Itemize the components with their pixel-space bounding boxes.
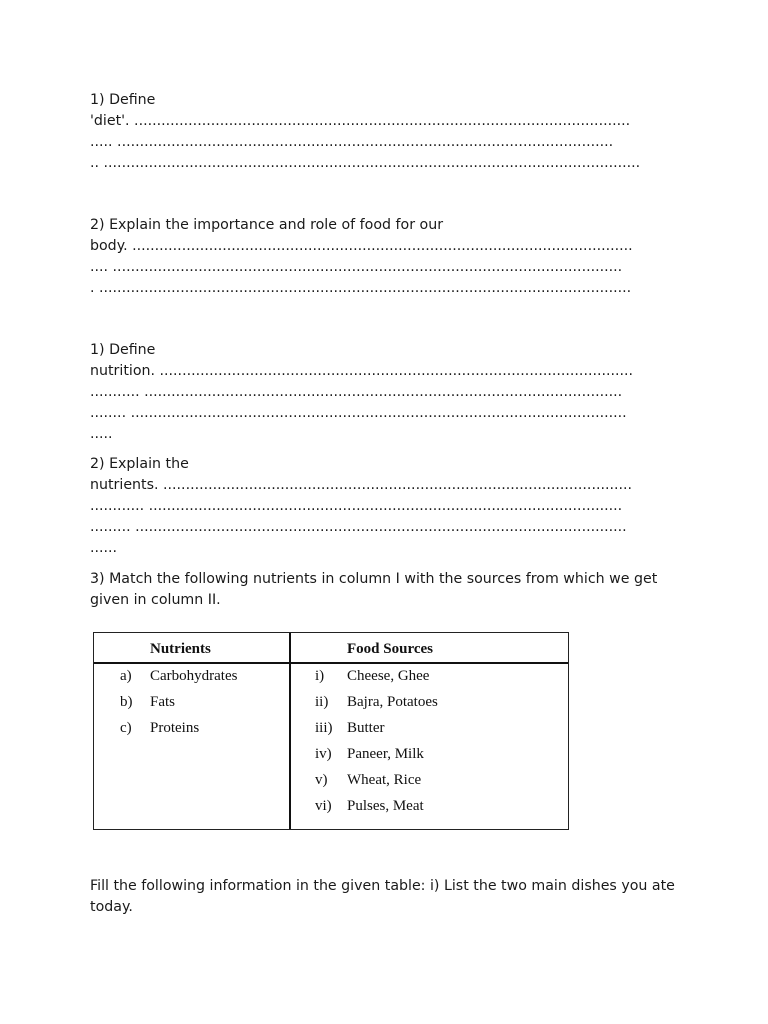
header-food-sources: Food Sources	[347, 641, 433, 657]
answer-line: .....	[90, 426, 113, 442]
source-item: Paneer, Milk	[347, 746, 424, 762]
answer-line: ..... ..............................................................................................................	[90, 134, 614, 150]
answer-line: ......	[90, 540, 118, 556]
question-prompt: 2) Explain the	[90, 456, 189, 472]
header-divider	[94, 662, 568, 664]
question-match-nutrients	[90, 569, 676, 611]
question-explain-nutrients	[90, 454, 676, 559]
question-prompt: 2) Explain the importance and role of food for our	[90, 217, 444, 233]
question-define-nutrition	[90, 340, 676, 445]
source-label: ii)	[315, 694, 329, 710]
answer-line: 'diet'. ..............................................................................................................	[90, 113, 631, 129]
answer-line: nutrition. .........................................................................................................	[90, 363, 634, 379]
source-item: Wheat, Rice	[347, 772, 422, 788]
header-nutrients: Nutrients	[150, 641, 211, 657]
source-item: Bajra, Potatoes	[347, 694, 438, 710]
source-item: Butter	[347, 720, 385, 736]
nutrient-item: Carbohydrates	[150, 668, 238, 684]
question-define-diet	[90, 90, 676, 174]
answer-line: .. .......................................................................................................................	[90, 155, 641, 171]
source-label: iii)	[315, 720, 333, 736]
question-prompt: Fill the following information in the given table: i) List the two main dishes you ate today.	[90, 878, 675, 915]
source-label: iv)	[315, 746, 332, 762]
question-prompt: 1) Define	[90, 92, 156, 108]
nutrient-item: Fats	[150, 694, 176, 710]
source-label: vi)	[315, 798, 332, 814]
question-importance-of-food	[90, 215, 676, 299]
question-fill-information	[90, 876, 676, 918]
answer-line: nutrients. ........................................................................................................	[90, 477, 633, 493]
answer-line: ......... .............................................................................................................	[90, 519, 627, 535]
question-prompt: 3) Match the following nutrients in column I with the sources from which we get given in column II.	[90, 571, 658, 608]
source-item: Cheese, Ghee	[347, 668, 430, 684]
nutrient-label: a)	[120, 668, 132, 684]
match-table	[93, 632, 569, 830]
answer-line: ........... ..........................................................................................................	[90, 384, 623, 400]
answer-line: body. ...............................................................................................................	[90, 238, 633, 254]
question-prompt: 1) Define	[90, 342, 156, 358]
answer-line: .... .................................................................................................................	[90, 259, 623, 275]
nutrient-item: Proteins	[150, 720, 200, 736]
source-item: Pulses, Meat	[347, 798, 424, 814]
answer-line: . ......................................................................................................................	[90, 280, 632, 296]
source-label: i)	[315, 668, 325, 684]
source-label: v)	[315, 772, 328, 788]
nutrient-label: b)	[120, 694, 133, 710]
nutrient-label: c)	[120, 720, 132, 736]
answer-line: ............ .........................................................................................................	[90, 498, 623, 514]
answer-line: ........ ..............................................................................................................	[90, 405, 627, 421]
